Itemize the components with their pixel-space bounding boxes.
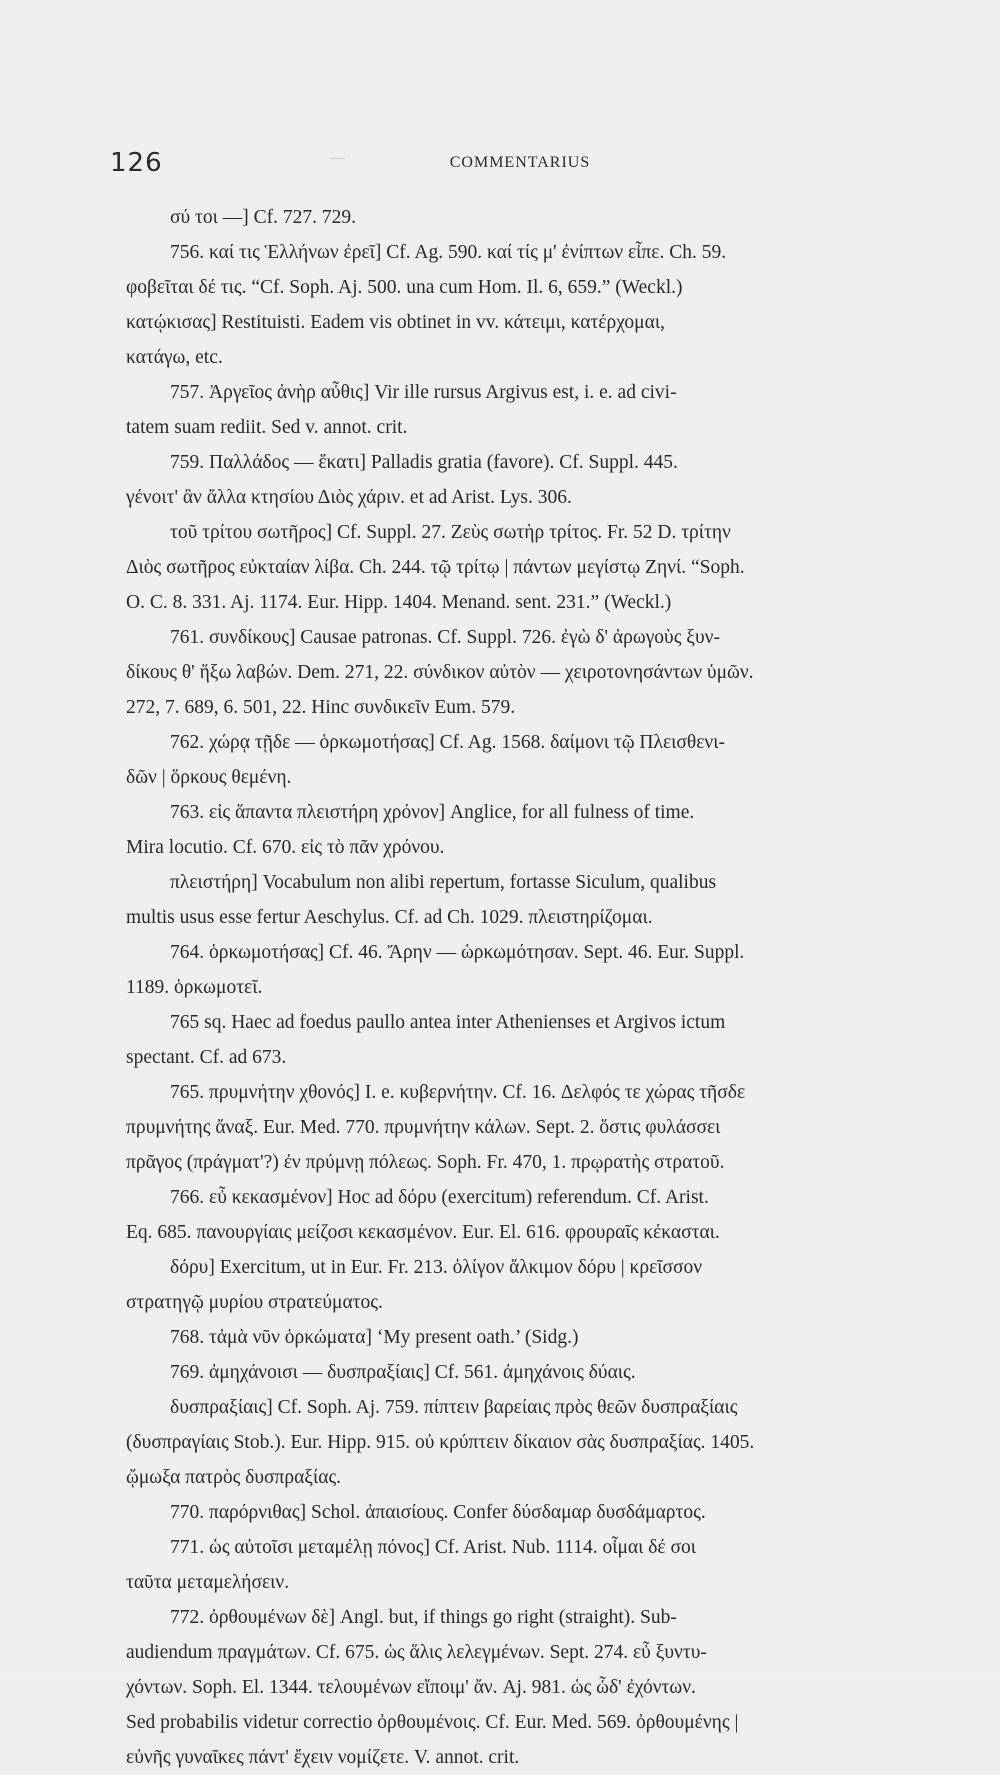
show-through-text: — [330,150,345,166]
commentary-line: γένοιτ' ἂν ἄλλα κτησίου Διὸς χάριν. et ad Arist. Lys. 306. [126,487,572,508]
commentary-line: 766. εὖ κεκασμένον] Hoc ad δόρυ (exercitum) referendum. Cf. Arist. [170,1187,709,1208]
commentary-line: φοβεῖται δέ τις. “Cf. Soph. Aj. 500. una cum Hom. Il. 6, 659.” (Weckl.) [126,277,683,298]
commentary-line: κατῴκισας] Restituisti. Eadem vis obtinet in vv. κάτειμι, κατέρχομαι, [126,312,665,333]
commentary-line: Sed probabilis videtur correctio ὀρθουμένοις. Cf. Eur. Med. 569. ὀρθουμένης | [126,1712,739,1733]
commentary-line: 761. συνδίκους] Causae patronas. Cf. Suppl. 726. ἐγὼ δ' ἀρωγοὺς ξυν- [170,627,720,648]
commentary-line: 764. ὁρκωμοτήσας] Cf. 46. Ἄρην — ὡρκωμότησαν. Sept. 46. Eur. Suppl. [170,942,745,963]
commentary-line: Διὸς σωτῆρος εὐκταίαν λίβα. Ch. 244. τῷ τρίτῳ | πάντων μεγίστῳ Ζηνί. “Soph. [126,557,745,578]
commentary-line: tatem suam rediit. Sed v. annot. crit. [126,417,408,438]
commentary-line: δόρυ] Exercitum, ut in Eur. Fr. 213. ὀλίγον ἄλκιμον δόρυ | κρεῖσσον [170,1257,703,1278]
commentary-line: 756. καί τις Ἑλλήνων ἐρεῖ] Cf. Ag. 590. καί τίς μ' ἐνίπτων εἶπε. Ch. 59. [170,242,727,263]
commentary-line: 770. παρόρνιθας] Schol. ἀπαισίους. Confer δύσδαμαρ δυσδάμαρτος. [170,1502,706,1523]
commentary-line: δυσπραξίαις] Cf. Soph. Aj. 759. πίπτειν βαρείαις πρὸς θεῶν δυσπραξίαις [170,1397,738,1418]
commentary-line: στρατηγῷ μυρίου στρατεύματος. [126,1292,383,1313]
commentary-line: spectant. Cf. ad 673. [126,1047,287,1068]
commentary-line: πλειστήρη] Vocabulum non alibi repertum, fortasse Siculum, qualibus [170,872,717,893]
commentary-line: 771. ὡς αὐτοῖσι μεταμέλῃ πόνος] Cf. Arist. Nub. 1114. οἶμαι δέ σοι [170,1537,696,1558]
commentary-line: audiendum πραγμάτων. Cf. 675. ὡς ἅλις λελεγμένων. Sept. 274. εὖ ξυντυ- [126,1642,707,1663]
commentary-line: ᾤμωξα πατρὸς δυσπραξίας. [126,1467,342,1488]
commentary-line: δίκους θ' ἥξω λαβών. Dem. 271, 22. σύνδικον αὐτὸν — χειροτονησάντων ὑμῶν. [126,662,754,683]
commentary-line: κατάγω, etc. [126,347,223,368]
page-header [110,148,930,188]
commentary-line: εὐνῆς γυναῖκες πάντ' ἔχειν νομίζετε. V. annot. crit. [126,1747,520,1768]
commentary-line: 769. ἀμηχάνοισι — δυσπραξίαις] Cf. 561. ἀμηχάνοις δύαις. [170,1362,636,1383]
commentary-body [126,200,930,1775]
commentary-line: 772. ὀρθουμένων δὲ] Angl. but, if things go right (straight). Sub- [170,1607,677,1628]
commentary-line: (δυσπραγίαις Stob.). Eur. Hipp. 915. οὐ κρύπτειν δίκαιον σὰς δυσπραξίας. 1405. [126,1432,755,1453]
commentary-line: 765. πρυμνήτην χθονός] I. e. κυβερνήτην. Cf. 16. Δελφός τε χώρας τῆσδε [170,1082,746,1103]
commentary-line: 763. εἰς ἅπαντα πλειστήρη χρόνον] Anglice, for all fulness of time. [170,802,695,823]
commentary-line: πρυμνήτης ἄναξ. Eur. Med. 770. πρυμνήτην κάλων. Sept. 2. ὅστις φυλάσσει [126,1117,721,1138]
running-head: COMMENTARIUS [449,154,591,171]
commentary-line: Mira locutio. Cf. 670. εἰς τὸ πᾶν χρόνου. [126,837,445,858]
commentary-line: χόντων. Soph. El. 1344. τελουμένων εἴποιμ' ἄν. Aj. 981. ὡς ὧδ' ἐχόντων. [126,1677,696,1698]
commentary-line: 759. Παλλάδος — ἕκατι] Palladis gratia (favore). Cf. Suppl. 445. [170,452,678,473]
commentary-line: σύ τοι —] Cf. 727. 729. [170,207,356,228]
commentary-line: πρᾶγος (πράγματ'?) ἐν πρύμνῃ πόλεως. Soph. Fr. 470, 1. πρῳρατὴς στρατοῦ. [126,1152,725,1173]
commentary-line: 757. Ἀργεῖος ἀνὴρ αὖθις] Vir ille rursus Argivus est, i. e. ad civi- [170,382,677,403]
commentary-line: δῶν | ὅρκους θεμένη. [126,767,292,788]
page-number: 126 [110,148,163,178]
commentary-line: 762. χώρᾳ τῇδε — ὁρκωμοτήσας] Cf. Ag. 1568. δαίμονι τῷ Πλεισθενι- [170,732,725,753]
commentary-line: 765 sq. Haec ad foedus paullo antea inter Athenienses et Argivos ictum [170,1012,726,1033]
commentary-line: O. C. 8. 331. Aj. 1174. Eur. Hipp. 1404. Menand. sent. 231.” (Weckl.) [126,592,672,613]
commentary-line: 768. τἀμὰ νῦν ὁρκώματα] ‘My present oath.’ (Sidg.) [170,1327,579,1348]
commentary-line: multis usus esse fertur Aeschylus. Cf. ad Ch. 1029. πλειστηρίζομαι. [126,907,653,928]
commentary-line: ταῦτα μεταμελήσειν. [126,1572,290,1593]
commentary-line: 272, 7. 689, 6. 501, 22. Hinc συνδικεῖν Eum. 579. [126,697,516,718]
commentary-line: 1189. ὁρκωμοτεῖ. [126,977,263,998]
commentary-line: Eq. 685. πανουργίαις μείζοσι κεκασμένον. Eur. El. 616. φρουραῖς κέκασται. [126,1222,720,1243]
commentary-line: τοῦ τρίτου σωτῆρος] Cf. Suppl. 27. Ζεὺς σωτὴρ τρίτος. Fr. 52 D. τρίτην [170,522,731,543]
